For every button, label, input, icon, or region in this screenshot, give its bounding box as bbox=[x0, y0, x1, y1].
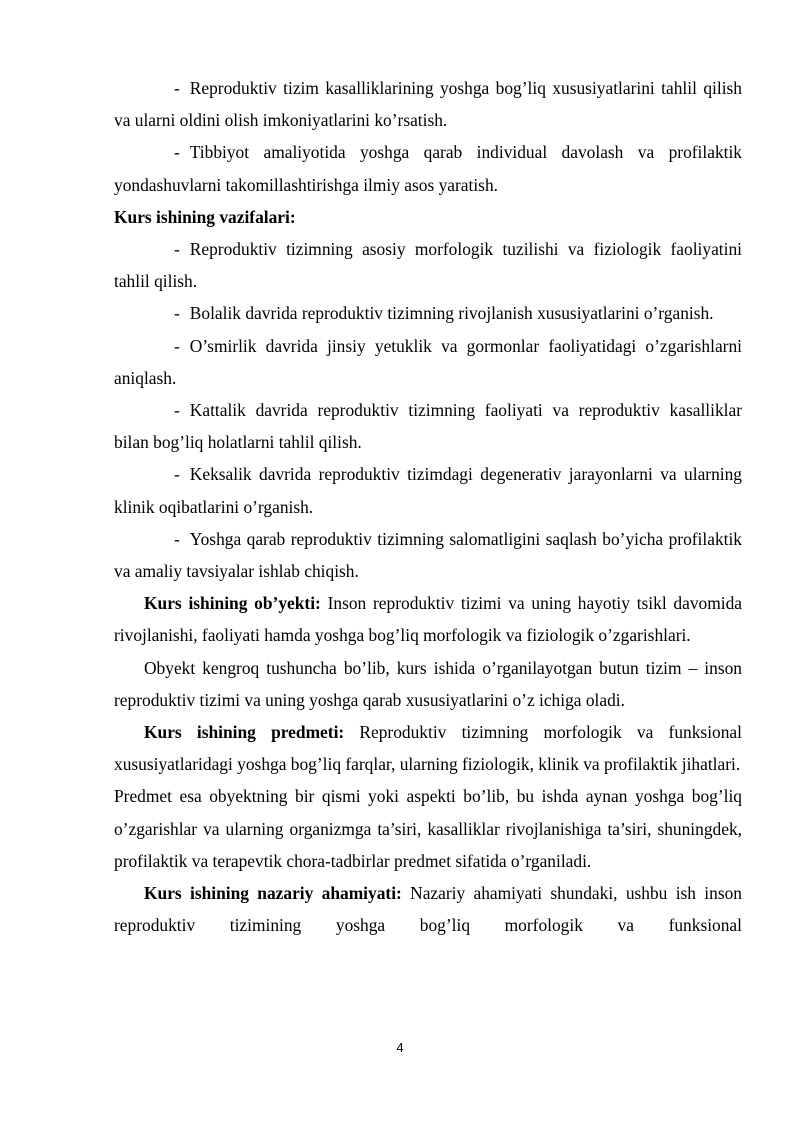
subject-note-text: Predmet esa obyektning bir qismi yoki aspekti bo’lib, bu ishda aynan yoshga bog’liq o’zgarishlar va ularning organizmga ta’siri, kasalliklar rivojlanishiga ta’siri, shuningdek, profilaktik va terapevtik chora-tadbirlar predmet sifatida o’rganiladi. bbox=[114, 786, 742, 871]
goal-item-text: Tibbiyot amaliyotida yoshga qarab individual davolash va profilaktik yondashuvlarni takomillashtirishga ilmiy asos yaratish. bbox=[114, 142, 742, 195]
list-dash: - bbox=[174, 239, 180, 260]
theory-text: Nazariy ahamiyati shundaki, ushbu ish inson reproduktiv tizimining yoshga bog’liq morfologik va funksional bbox=[114, 883, 742, 936]
task-item-text: Keksalik davrida reproduktiv tizimdagi degenerativ jarayonlarni va ularning klinik oqibatlarini o’rganish. bbox=[114, 464, 742, 517]
list-dash: - bbox=[174, 335, 180, 356]
theory-paragraph bbox=[114, 877, 742, 941]
goal-item-1 bbox=[114, 72, 742, 136]
tasks-heading-text: Kurs ishining vazifalari: bbox=[114, 206, 296, 227]
task-item-text: Bolalik davrida reproduktiv tizimning rivojlanish xususiyatlarini o’rganish. bbox=[189, 303, 714, 324]
list-dash: - bbox=[174, 400, 180, 421]
object-paragraph bbox=[114, 587, 742, 651]
task-item-text: Kattalik davrida reproduktiv tizimning faoliyati va reproduktiv kasalliklar bilan bog’liq holatlarni tahlil qilish. bbox=[114, 400, 742, 453]
goal-item-text: Reproduktiv tizim kasalliklarining yoshga bog’liq xususiyatlarini tahlil qilish va ularni oldini olish imkoniyatlarini ko’rsatish. bbox=[114, 78, 742, 131]
task-item-text: O’smirlik davrida jinsiy yetuklik va gormonlar faoliyatidagi o’zgarishlarni aniqlash. bbox=[114, 335, 742, 388]
task-item-5 bbox=[114, 458, 742, 522]
subject-text: Reproduktiv tizimning morfologik va funksional xususiyatlaridagi yoshga bog’liq farqlar, ularning fiziologik, klinik va profilaktik jihatlari. bbox=[114, 722, 742, 775]
task-item-text: Reproduktiv tizimning asosiy morfologik tuzilishi va fiziologik faoliyatini tahlil qilish. bbox=[114, 239, 742, 292]
object-label: Kurs ishining ob’yekti: bbox=[144, 593, 321, 614]
subject-note-paragraph bbox=[114, 780, 742, 877]
task-item-text: Yoshga qarab reproduktiv tizimning salomatligini saqlash bo’yicha profilaktik va amaliy tavsiyalar ishlab chiqish. bbox=[114, 528, 742, 582]
task-item-3 bbox=[114, 330, 742, 394]
object-note-text: Obyekt kengroq tushuncha bo’lib, kurs ishida o’rganilayotgan butun tizim – inson reproduktiv tizimi va uning yoshga qarab xususiyatlarini o’z ichiga oladi. bbox=[114, 657, 742, 710]
list-dash: - bbox=[174, 528, 180, 549]
list-dash: - bbox=[174, 464, 180, 485]
object-note-paragraph bbox=[114, 652, 742, 716]
object-text: Inson reproduktiv tizimi va uning hayotiy tsikl davomida rivojlanishi, faoliyati hamda yoshga bog’liq morfologik va fiziologik o’zgarishlari. bbox=[114, 593, 742, 646]
subject-label: Kurs ishining predmeti: bbox=[144, 722, 345, 743]
task-item-6 bbox=[114, 523, 742, 587]
list-dash: - bbox=[174, 78, 180, 98]
task-item-1 bbox=[114, 233, 742, 297]
list-dash: - bbox=[174, 142, 180, 163]
goal-item-2 bbox=[114, 136, 742, 200]
theory-label: Kurs ishining nazariy ahamiyati: bbox=[144, 883, 402, 904]
subject-paragraph bbox=[114, 716, 742, 780]
page-number: 4 bbox=[396, 1040, 404, 1055]
task-item-2 bbox=[114, 297, 742, 329]
tasks-heading bbox=[114, 201, 742, 233]
list-dash: - bbox=[174, 303, 180, 324]
task-item-4 bbox=[114, 394, 742, 458]
document-page bbox=[114, 72, 742, 941]
